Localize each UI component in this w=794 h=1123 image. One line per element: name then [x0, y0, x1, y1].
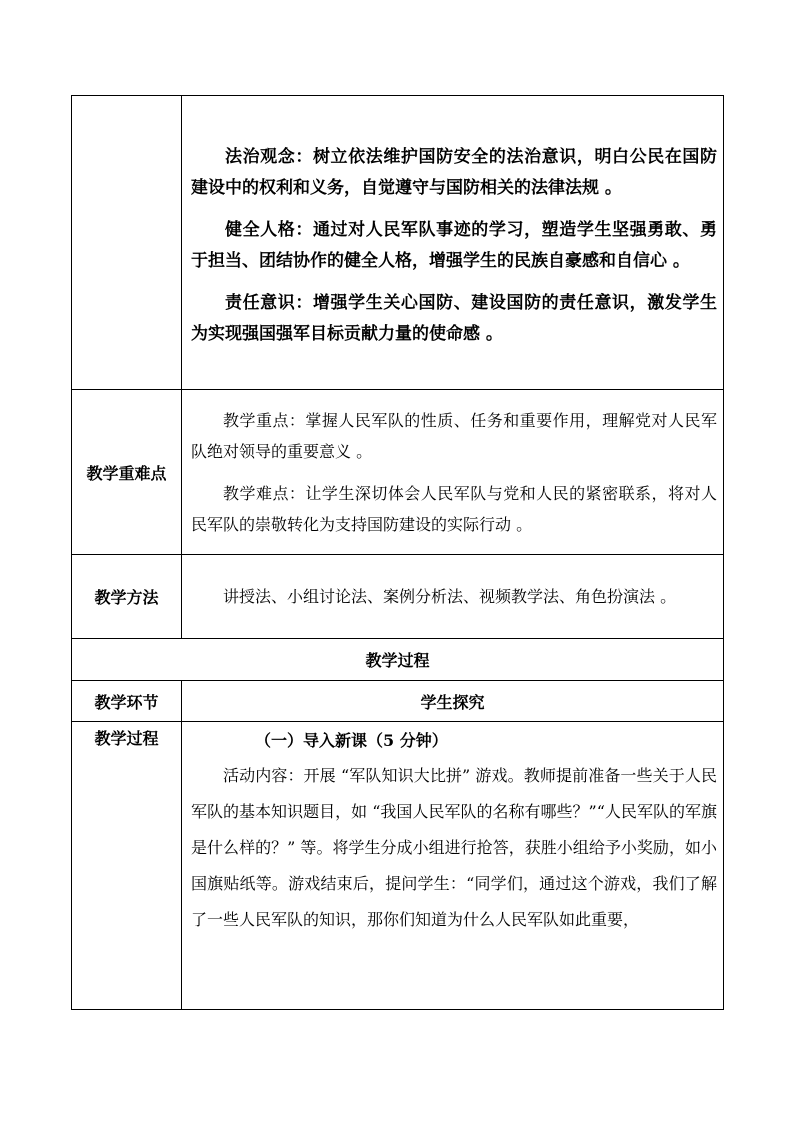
personality-paragraph: 健全人格：通过对人民军队事迹的学习，塑造学生坚强勇敢、勇于担当、团结协作的健全人格，增强学生的民族自豪感和自信心 。 — [191, 219, 717, 271]
process-content-cell — [182, 722, 724, 1010]
difficult-point-paragraph: 教学难点：让学生深切体会人民军队与党和人民的紧密联系，将对人民军队的崇敬转化为支持国防建设的实际行动 。 — [191, 483, 717, 534]
methods-label: 教学方法 — [72, 555, 182, 639]
key-points-row — [72, 390, 724, 555]
methods-row — [72, 555, 724, 639]
methods-text: 讲授法、小组讨论法、案例分析法、视频教学法、角色扮演法 。 — [223, 587, 677, 606]
key-points-label: 教学重难点 — [72, 390, 182, 555]
column-header-inquiry: 学生探究 — [182, 681, 724, 722]
lesson-plan-table — [71, 95, 724, 1010]
key-point-paragraph: 教学重点：掌握人民军队的性质、任务和重要作用，理解党对人民军队绝对领导的重要意义 。 — [191, 410, 717, 461]
activity-paragraph: 活动内容：开展 “军队知识大比拼” 游戏。教师提前准备一些关于人民军队的基本知识题目，如 “我国人民军队的名称有哪些？”“人民军队的军旗是什么样的？” 等。将学生分成小组进行抢答，获胜小组给予小奖励，如小国旗贴纸等。游戏结束后，提问学生：“同学们，通过这个游戏，我们了解了一些人民军队的知识，那你们知道为什么人民军队如此重要， — [191, 766, 717, 929]
literacy-row — [72, 96, 724, 390]
column-header-stage: 教学环节 — [72, 681, 182, 722]
literacy-label-cell — [72, 96, 182, 390]
methods-content-cell — [182, 555, 724, 639]
process-header: 教学过程 — [72, 639, 724, 681]
key-points-content-cell — [182, 390, 724, 555]
process-row — [72, 722, 724, 1010]
rule-of-law-paragraph: 法治观念：树立依法维护国防安全的法治意识，明白公民在国防建设中的权利和义务，自觉遵守与国防相关的法律法规 。 — [191, 146, 717, 198]
process-header-row — [72, 639, 724, 681]
section-title: （一）导入新课（5 分钟） — [255, 731, 448, 750]
literacy-content-cell — [182, 96, 724, 390]
responsibility-paragraph: 责任意识：增强学生关心国防、建设国防的责任意识，激发学生为实现强国强军目标贡献力量的使命感 。 — [191, 292, 717, 344]
columns-header-row — [72, 681, 724, 722]
process-label: 教学过程 — [72, 722, 182, 1010]
